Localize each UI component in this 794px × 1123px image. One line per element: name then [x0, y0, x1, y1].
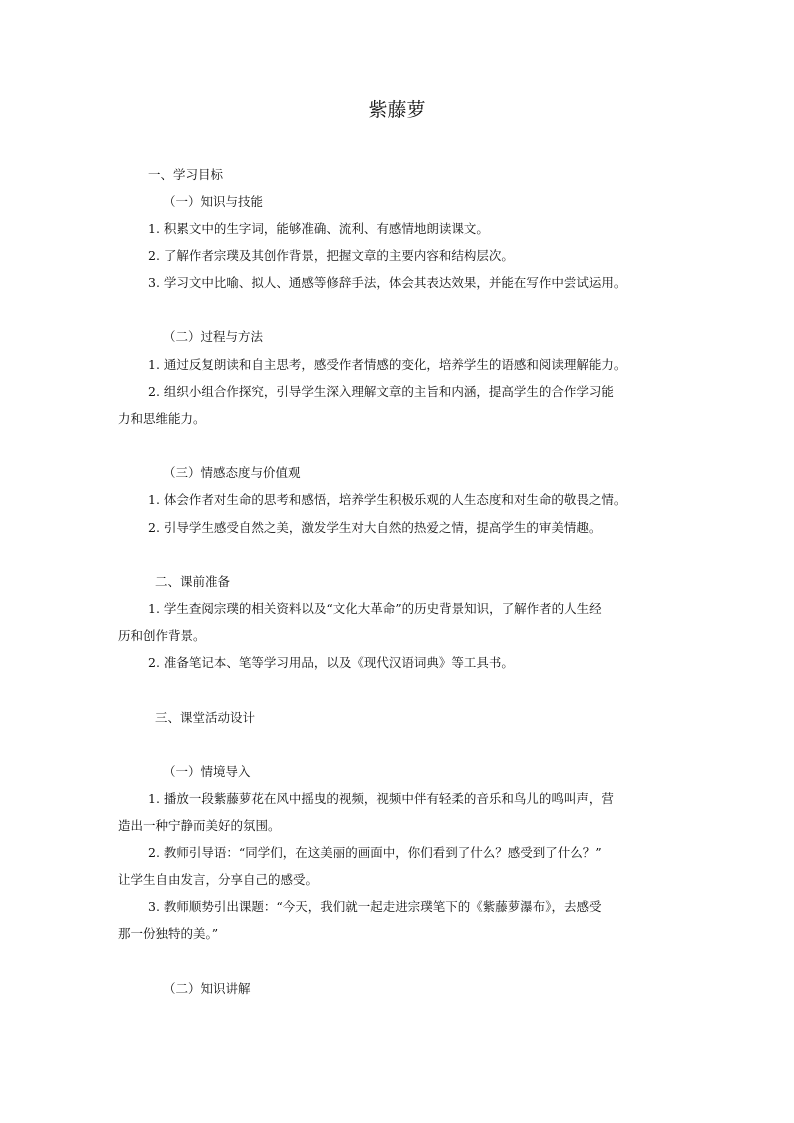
list-item: 3. 教师顺势引出课题：“今天，我们就一起走进宗璞笔下的《紫藤萝瀑布》，去感受 — [148, 899, 602, 914]
section-heading-preparation: 二、课前准备 — [155, 574, 231, 589]
list-item: 1. 积累文中的生字词，能够准确、流利、有感情地朗读课文。 — [148, 221, 489, 236]
list-item-continuation: 历和创作背景。 — [118, 628, 206, 643]
document-title: 紫藤萝 — [368, 99, 426, 121]
list-item: 2. 了解作者宗璞及其创作背景，把握文章的主要内容和结构层次。 — [148, 248, 514, 263]
list-item-continuation: 那一份独特的美。” — [118, 926, 219, 941]
list-item: 1. 播放一段紫藤萝花在风中摇曳的视频，视频中伴有轻柔的音乐和鸟儿的鸣叫声，营 — [148, 791, 614, 806]
list-item: 1. 通过反复朗读和自主思考，感受作者情感的变化，培养学生的语感和阅读理解能力。 — [148, 357, 627, 372]
list-item: 2. 组织小组合作探究，引导学生深入理解文章的主旨和内涵，提高学生的合作学习能 — [148, 384, 614, 399]
list-item: 3. 学习文中比喻、拟人、通感等修辞手法，体会其表达效果，并能在写作中尝试运用。 — [148, 275, 627, 290]
list-item: 1. 体会作者对生命的思考和感悟，培养学生积极乐观的人生态度和对生命的敬畏之情。 — [148, 492, 627, 507]
list-item-continuation: 让学生自由发言，分享自己的感受。 — [118, 872, 319, 887]
subheading-scenario-intro: （一）情境导入 — [163, 764, 251, 779]
list-item-continuation: 造出一种宁静而美好的氛围。 — [118, 818, 281, 833]
subheading-emotion-values: （三）情感态度与价值观 — [163, 465, 301, 480]
list-item: 1. 学生查阅宗璞的相关资料以及“文化大革命”的历史背景知识，了解作者的人生经 — [148, 601, 602, 616]
list-item: 2. 引导学生感受自然之美，激发学生对大自然的热爱之情，提高学生的审美情趣。 — [148, 520, 602, 535]
list-item: 2. 教师引导语：“同学们，在这美丽的画面中，你们看到了什么？感受到了什么？” — [148, 845, 602, 860]
list-item-continuation: 力和思维能力。 — [118, 411, 206, 426]
list-item: 2. 准备笔记本、笔等学习用品，以及《现代汉语词典》等工具书。 — [148, 655, 514, 670]
subheading-knowledge-skills: （一）知识与技能 — [163, 194, 264, 209]
subheading-process-method: （二）过程与方法 — [163, 329, 264, 344]
section-heading-goals: 一、学习目标 — [148, 167, 224, 182]
subheading-knowledge-explanation: （二）知识讲解 — [163, 981, 251, 996]
section-heading-activity-design: 三、课堂活动设计 — [155, 710, 256, 725]
